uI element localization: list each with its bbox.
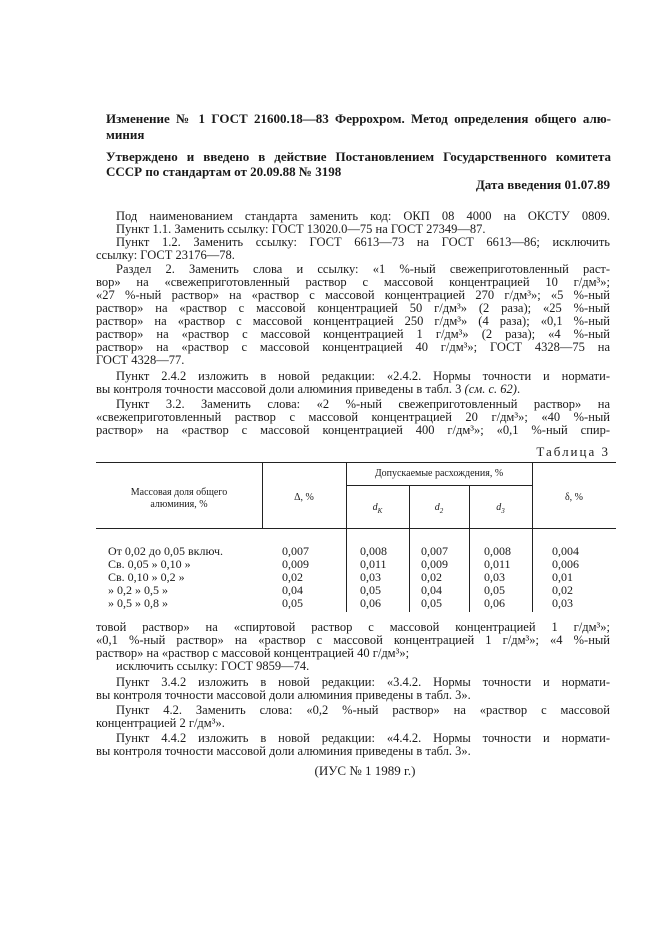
paragraph-section-2-line: Раздел 2. Заменить слова и ссылку: «1 %-ный свежеприготовленный раст- — [116, 262, 610, 276]
table-cell-dk: 0,06 — [360, 596, 381, 610]
paragraph-3-2-ending: товой раствор» на «спиртовой раствор с массовой концентрацией 1 г/дм³»; — [96, 620, 610, 634]
paragraph-3-4-2-continuation: вы контроля точности массовой доли алюминия приведены в табл. 3». — [96, 688, 471, 702]
table-top-border — [96, 462, 616, 463]
paragraph-1-2: Пункт 1.2. Заменить ссылку: ГОСТ 6613—73 на ГОСТ 6613—86; исключить — [116, 235, 610, 249]
table-cell-range: » 0,2 » 0,5 » — [108, 583, 168, 597]
table-cell-dk: 0,008 — [360, 544, 387, 558]
column-header-delta: Δ, % — [294, 492, 314, 503]
paragraph-3-2-line: раствор» на «раствор с массовой концентрацией 400 г/дм³»; «0,1 %-ный спир- — [96, 423, 610, 437]
table-cell-range: Св. 0,10 » 0,2 » — [108, 570, 185, 584]
approval-statement-continuation: СССР по стандартам от 20.09.88 № 3198 — [106, 164, 342, 179]
table-cell-d2: 0,04 — [421, 583, 442, 597]
table-cell-small-delta: 0,03 — [552, 596, 573, 610]
table-header-border — [96, 528, 616, 529]
table-divider — [532, 462, 533, 612]
document-title-continuation: миния — [106, 127, 145, 142]
paragraph-4-2: Пункт 4.2. Заменить слова: «0,2 %-ный раствор» на «раствор с массовой — [116, 703, 610, 717]
paragraph-1-1: Пункт 1.1. Заменить ссылку: ГОСТ 13020.0—75 на ГОСТ 27349—87. — [116, 222, 486, 236]
table-group-border — [346, 485, 532, 486]
column-header-mass-fraction-line: алюминия, % — [150, 499, 208, 510]
table-cell-d2: 0,02 — [421, 570, 442, 584]
table-cell-d2: 0,009 — [421, 557, 448, 571]
table-cell-d3: 0,05 — [484, 583, 505, 597]
paragraph-4-2-continuation: концентрацией 2 г/дм³». — [96, 716, 225, 730]
table-cell-d3: 0,011 — [484, 557, 511, 571]
column-header-small-delta: δ, % — [564, 492, 584, 503]
table-cell-small-delta: 0,004 — [552, 544, 579, 558]
table-cell-d2: 0,007 — [421, 544, 448, 558]
table-divider — [346, 462, 347, 612]
paragraph-3-2: Пункт 3.2. Заменить слова: «2 %-ный свежеприготовленный раствор» на — [116, 397, 610, 411]
table-cell-delta: 0,009 — [282, 557, 309, 571]
table-cell-range: От 0,02 до 0,05 включ. — [108, 544, 224, 558]
paragraph-okp-code: Под наименованием стандарта заменить код: ОКП 08 4000 на ОКСТУ 0809. — [116, 209, 610, 223]
table-cell-small-delta: 0,02 — [552, 583, 573, 597]
table-cell-delta: 0,04 — [282, 583, 303, 597]
table-caption: Таблица 3 — [536, 444, 610, 459]
table-cell-dk: 0,05 — [360, 583, 381, 597]
table-cell-dk: 0,03 — [360, 570, 381, 584]
table-cell-range: » 0,5 » 0,8 » — [108, 596, 168, 610]
table-cell-small-delta: 0,006 — [552, 557, 579, 571]
column-header-mass-fraction — [96, 487, 262, 511]
column-header-d2: $d_2$ — [434, 502, 444, 515]
paragraph-3-2-line: «свежеприготовленный раствор с массовой концентрацией 20 г/дм³»; «40 %-ный — [96, 410, 610, 424]
paragraph-2-4-2-continuation: вы контроля точности массовой доли алюминия приведены в табл. 3 (см. с. 62). — [96, 382, 521, 396]
accuracy-table — [96, 462, 616, 612]
column-header-d3: $d_3$ — [496, 502, 505, 515]
table-cell-d3: 0,06 — [484, 596, 505, 610]
paragraph-section-2-line: раствор» на «раствор с массовой концентрацией 40 г/дм³»; ГОСТ 4328—75 на — [96, 340, 610, 354]
table-cell-delta: 0,007 — [282, 544, 309, 558]
paragraph-1-2-continuation: ссылку: ГОСТ 23176—78. — [96, 248, 235, 262]
paragraph-section-2-line: «27 %-ный раствор» на «раствор с массовой концентрацией 270 г/дм³»; «5 %-ный — [96, 288, 610, 302]
paragraph-4-4-2-continuation: вы контроля точности массовой доли алюминия приведены в табл. 3». — [96, 744, 471, 758]
paragraph-3-4-2: Пункт 3.4.2 изложить в новой редакции: «3.4.2. Нормы точности и нормати- — [116, 675, 610, 689]
table-cell-range: Св. 0,05 » 0,10 » — [108, 557, 191, 571]
paragraph-section-2-line: вор» на «свежеприготовленный раствор с массовой концентрацией 10 г/дм³»; — [96, 275, 610, 289]
paragraph-section-2-line: раствор» на «раствор с массовой концентрацией 50 г/дм³» (2 раза); «25 %-ный — [96, 301, 610, 315]
table-cell-delta: 0,02 — [282, 570, 303, 584]
table-cell-delta: 0,05 — [282, 596, 303, 610]
paragraph-section-2-line: раствор» на «раствор с массовой концентрацией 250 г/дм³» (4 раза); «0,1 %-ный — [96, 314, 610, 328]
footer-reference: (ИУС № 1 1989 г.) — [314, 763, 416, 778]
table-cell-small-delta: 0,01 — [552, 570, 573, 584]
paragraph-3-2-exclude-reference: исключить ссылку: ГОСТ 9859—74. — [116, 659, 310, 673]
column-header-mass-fraction-line: Массовая доля общего — [130, 487, 228, 498]
table-cell-dk: 0,011 — [360, 557, 387, 571]
table-cell-d3: 0,008 — [484, 544, 511, 558]
table-cell-d3: 0,03 — [484, 570, 505, 584]
paragraph-section-2-line: раствор» на «раствор с массовой концентрацией 1 г/дм³» (2 раза); «4 %-ный — [96, 327, 610, 341]
paragraph-2-4-2: Пункт 2.4.2 изложить в новой редакции: «2.4.2. Нормы точности и нормати- — [116, 369, 610, 383]
paragraph-4-4-2: Пункт 4.4.2 изложить в новой редакции: «4.4.2. Нормы точности и нормати- — [116, 731, 610, 745]
paragraph-3-2-ending: раствор» на «раствор с массовой концентрацией 40 г/дм³»; — [96, 646, 410, 660]
document-title: Изменение № 1 ГОСТ 21600.18—83 Феррохром. Метод определения общего алю- — [106, 111, 611, 126]
table-cell-d2: 0,05 — [421, 596, 442, 610]
paragraph-section-2-line: ГОСТ 4328—77. — [96, 353, 185, 367]
column-header-permissible-discrepancies: Допускаемые расхождения, % — [374, 468, 504, 479]
approval-statement: Утверждено и введено в действие Постановлением Государственного комитета — [106, 149, 611, 164]
column-header-dk: $d_К$ — [372, 502, 383, 515]
introduction-date: Дата введения 01.07.89 — [475, 177, 610, 192]
paragraph-3-2-ending: «0,1 %-ный раствор» на «раствор с массовой концентрацией 1 г/дм³»; «4 %-ный — [96, 633, 610, 647]
